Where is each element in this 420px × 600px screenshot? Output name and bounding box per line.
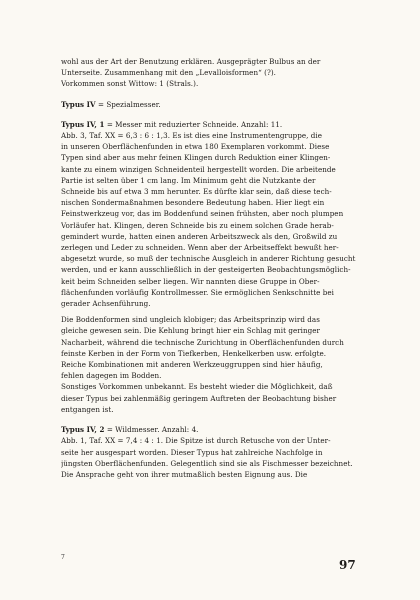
section-heading-typus-iv-1 <box>61 119 359 130</box>
section-heading-typus-iv <box>61 99 359 110</box>
text-line: in unseren Oberflächenfunden in etwa 180 Exemplaren vorkommt. Diese <box>61 142 330 152</box>
text-line: Abb. 3, Taf. XX = 6,3 : 6 : 1,3. Es ist dies eine Instrumentengruppe, die <box>61 131 323 141</box>
text-line: zerlegen und Leder zu schneiden. Wenn aber der Arbeitseffekt bewußt her- <box>61 243 339 253</box>
text-line: keit beim Schneiden selber liegen. Wir nannten diese Gruppe in Ober- <box>61 276 320 286</box>
text-line: gleiche gewesen sein. Die Kehlung bringt hier ein Schlag mit geringer <box>61 326 321 336</box>
text-line: entgangen ist. <box>61 404 114 414</box>
typus-iv-2-paragraph <box>61 435 359 480</box>
text-line: Die Ansprache geht von ihrer mutmaßlich besten Eignung aus. Die <box>61 469 308 479</box>
text-line: seite her ausgespart worden. Dieser Typus hat zahlreiche Nachfolge in <box>61 447 323 457</box>
heading-text: = Messer mit reduzierter Schneide. Anzahl: 11. <box>104 119 283 129</box>
text-line: feinste Kerben in der Form von Tiefkerben, Henkelkerben usw. erfolgte. <box>61 348 327 358</box>
heading-label: Typus IV, 1 <box>61 119 105 129</box>
heading-text: = Spezialmesser. <box>95 99 161 109</box>
text-line: gemindert wurde, hatten einen anderen Arbeitszweck als den, Großwild zu <box>61 231 338 241</box>
text-line: Schneide bis auf etwa 3 mm herunter. Es dürfte klar sein, daß diese tech- <box>61 187 332 197</box>
text-line: Sonstiges Vorkommen unbekannt. Es besteht wieder die Möglichkeit, daß <box>61 382 333 392</box>
bodden-forms-paragraph <box>61 314 359 381</box>
text-line: kante zu einem winzigen Schneidenteil hergestellt worden. Die arbeitende <box>61 164 336 174</box>
text-line: Unterseite. Zusammenhang mit den „Levalloisformen“ (?). <box>61 68 277 78</box>
text-line: fehlen dagegen im Bodden. <box>61 371 162 381</box>
text-line: gerader Achsenführung. <box>61 299 151 309</box>
other-occurrence-paragraph <box>61 381 359 415</box>
text-line: Die Boddenformen sind ungleich klobiger; das Arbeitsprinzip wird das <box>61 315 320 325</box>
footer-signature-mark: 7 <box>61 554 65 561</box>
text-line: Partie ist selten über 1 cm lang. Im Minimum geht die Nutzkante der <box>61 175 316 185</box>
text-line: Reiche Kombinationen mit anderen Werkzeuggruppen sind hier häufig, <box>61 360 323 370</box>
page-text <box>61 56 359 480</box>
text-line: Vorläufer hat. Klingen, deren Schneide bis zu einem solchen Grade herab- <box>61 220 334 230</box>
text-line: Feinstwerkzeug vor, das im Boddenfund seinen frühsten, aber noch plumpen <box>61 209 344 219</box>
intro-paragraph <box>61 56 359 90</box>
typus-iv-1-paragraph <box>61 130 359 309</box>
text-line: nischen Sondermaßnahmen besondere Bedeutung haben. Hier liegt ein <box>61 198 325 208</box>
text-line: wohl aus der Art der Benutzung erklären. Ausgeprägter Bulbus an der <box>61 57 321 66</box>
section-heading-typus-iv-2 <box>61 424 359 435</box>
text-line: flächenfunden vorläufig Kontrollmesser. Sie ermöglichen Senkschnitte bei <box>61 287 334 297</box>
text-line: werden, und er kann ausschließlich in der gesteigerten Beobachtungsmöglich- <box>61 265 351 275</box>
text-line: jüngsten Oberflächenfunden. Gelegentlich sind sie als Fischmesser bezeichnet. <box>61 458 353 468</box>
text-line: Typen sind aber aus mehr feinen Klingen durch Reduktion einer Klingen- <box>61 153 331 163</box>
text-line: abgesetzt wurde, so muß der technische Ausgleich in anderer Richtung gesucht <box>61 254 356 264</box>
text-line: Abb. 1, Taf. XX = 7,4 : 4 : 1. Die Spitze ist durch Retusche von der Unter- <box>61 436 331 446</box>
heading-text: = Wildmesser. Anzahl: 4. <box>104 425 199 435</box>
heading-label: Typus IV <box>61 99 96 109</box>
text-line: Vorkommen sonst Wittow: 1 (Strals.). <box>61 79 199 89</box>
page-number: 97 <box>339 558 356 572</box>
text-line: dieser Typus bei zahlenmäßig geringem Auftreten der Beobachtung bisher <box>61 393 337 403</box>
heading-label: Typus IV, 2 <box>61 425 105 435</box>
text-line: Nacharbeit, während die technische Zurichtung in Oberflächenfunden durch <box>61 337 344 347</box>
